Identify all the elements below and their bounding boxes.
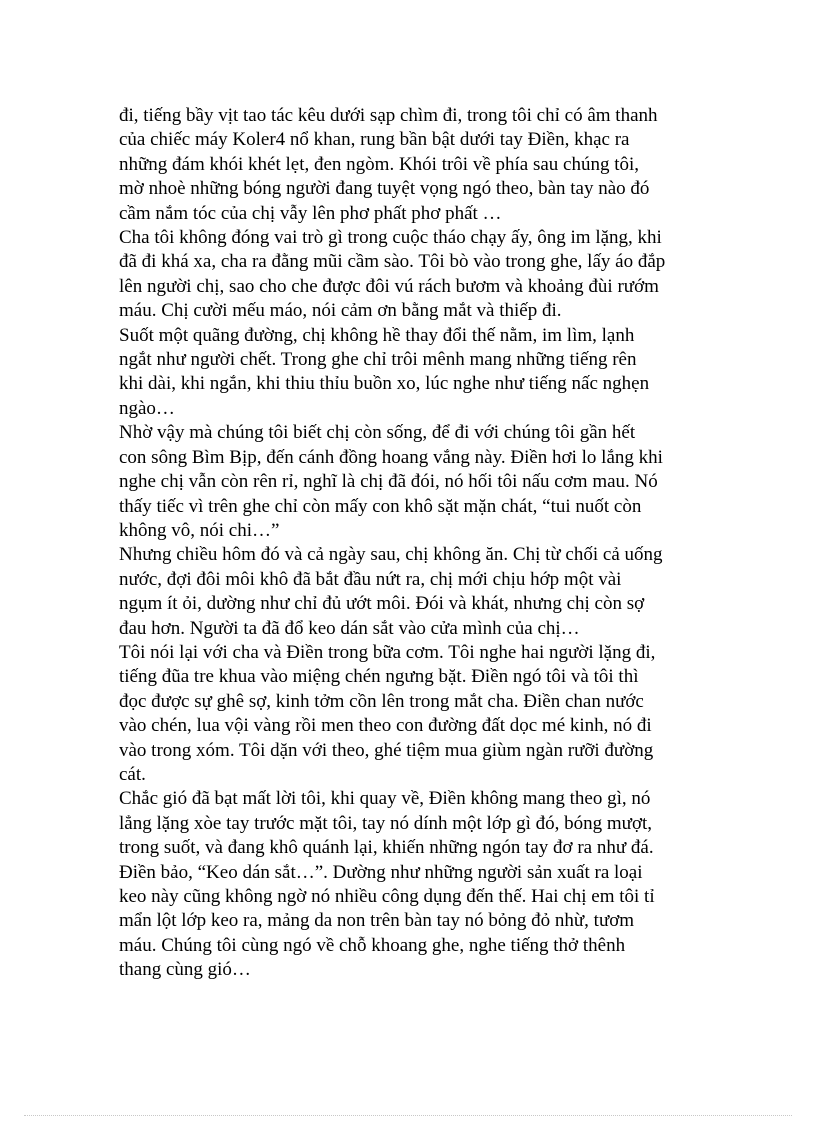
text-line: lên người chị, sao cho che được đôi vú rách bươm và khoảng đùi rướm: [119, 275, 659, 297]
body-text: [119, 104, 709, 983]
text-line: máu. Chị cười mếu máo, nói cảm ơn bằng mắt và thiếp đi.: [119, 300, 562, 322]
text-line: khi dài, khi ngắn, khi thiu thỉu buồn xo, lúc nghe như tiếng nấc nghẹn: [119, 373, 650, 395]
page-bottom-divider: [24, 1115, 792, 1116]
text-line: ngụm ít ỏi, dường như chỉ đủ ướt môi. Đói và khát, nhưng chị còn sợ: [119, 593, 645, 615]
text-line: cát.: [119, 763, 146, 785]
text-line: keo này cũng không ngờ nó nhiều công dụng đến thế. Hai chị em tôi tỉ: [119, 886, 655, 907]
text-line: mờ nhoè những bóng người đang tuyệt vọng ngó theo, bàn tay nào đó: [119, 178, 650, 200]
text-line: ngắt như người chết. Trong ghe chỉ trôi mênh mang những tiếng rên: [119, 349, 637, 371]
text-line: vào trong xóm. Tôi dặn với theo, ghé tiệm mua giùm ngàn rưỡi đường: [119, 739, 654, 761]
text-line: đi, tiếng bầy vịt tao tác kêu dưới sạp chìm đi, trong tôi chỉ có âm thanh: [119, 105, 658, 126]
text-line: con sông Bìm Bịp, đến cánh đồng hoang vắng này. Điền hơi lo lắng khi: [119, 446, 663, 468]
text-line: mẩn lột lớp keo ra, mảng da non trên bàn tay nó bỏng đỏ nhừ, tươm: [119, 910, 635, 932]
text-line: Chắc gió đã bạt mất lời tôi, khi quay về, Điền không mang theo gì, nó: [119, 788, 651, 810]
text-line: những đám khói khét lẹt, đen ngòm. Khói trôi về phía sau chúng tôi,: [119, 153, 640, 175]
text-line: thấy tiếc vì trên ghe chỉ còn mấy con khô sặt mặn chát, “tui nuốt còn: [119, 495, 642, 517]
text-line: lẳng lặng xòe tay trước mặt tôi, tay nó dính một lớp gì đó, bóng mượt,: [119, 812, 653, 834]
text-line: thang cùng gió…: [119, 959, 251, 981]
text-line: Nhờ vậy mà chúng tôi biết chị còn sống, để đi với chúng tôi gần hết: [119, 422, 636, 444]
text-line: Tôi nói lại với cha và Điền trong bữa cơm. Tôi nghe hai người lặng đi,: [119, 641, 656, 663]
text-line: Điền bảo, “Keo dán sắt…”. Dường như những người sản xuất ra loại: [119, 861, 643, 883]
text-line: tiếng đũa tre khua vào miệng chén ngưng bặt. Điền ngó tôi và tôi thì: [119, 666, 639, 688]
text-line: máu. Chúng tôi cùng ngó về chỗ khoang ghe, nghe tiếng thở thênh: [119, 934, 626, 956]
text-line: nghe chị vẫn còn rên rỉ, nghĩ là chị đã đói, nó hối tôi nấu cơm mau. Nó: [119, 471, 658, 493]
text-line: của chiếc máy Koler4 nổ khan, rung bần bật dưới tay Điền, khạc ra: [119, 129, 630, 151]
text-line: Suốt một quãng đường, chị không hề thay đổi thế nằm, im lìm, lạnh: [119, 324, 635, 346]
text-line: đau hơn. Người ta đã đổ keo dán sắt vào cửa mình của chị…: [119, 617, 580, 639]
text-line: đọc được sự ghê sợ, kinh tởm cồn lên trong mắt cha. Điền chan nước: [119, 690, 644, 712]
text-line: trong suốt, và đang khô quánh lại, khiến những ngón tay đơ ra như đá.: [119, 837, 654, 859]
text-line: không vô, nói chi…”: [119, 519, 280, 541]
text-line: Nhưng chiều hôm đó và cả ngày sau, chị không ăn. Chị từ chối cả uống: [119, 544, 663, 566]
text-line: cầm nắm tóc của chị vẫy lên phơ phất phơ phất …: [119, 202, 502, 224]
text-line: đã đi khá xa, cha ra đằng mũi cầm sào. Tôi bò vào trong ghe, lấy áo đắp: [119, 251, 666, 273]
text-line: nước, đợi đôi môi khô đã bắt đầu nứt ra, chị mới chịu hớp một vài: [119, 568, 622, 590]
text-line: ngào…: [119, 397, 175, 419]
text-line: vào chén, lua vội vàng rồi men theo con đường đất dọc mé kinh, nó đi: [119, 715, 652, 737]
text-line: Cha tôi không đóng vai trò gì trong cuộc tháo chạy ấy, ông im lặng, khi: [119, 227, 662, 249]
